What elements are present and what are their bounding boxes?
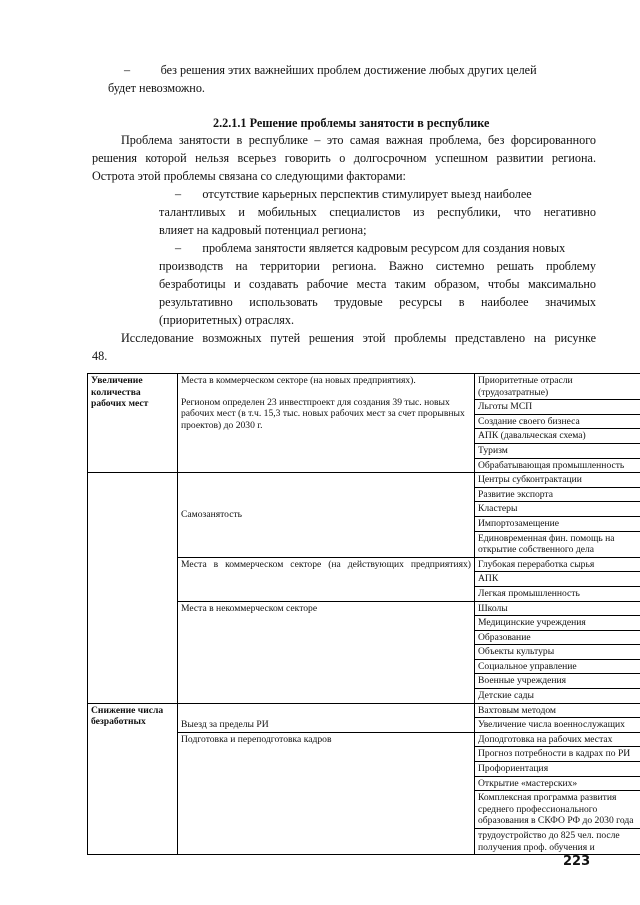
direction-cell: Вахтовым методом: [475, 703, 640, 718]
employment-solutions-table: [87, 373, 640, 855]
paragraph-line: 48.: [92, 349, 108, 363]
direction-cell: Глубокая переработка сырья: [475, 557, 640, 572]
measure-cell: [178, 374, 475, 473]
measure-cell: Места в некоммерческом секторе: [178, 601, 475, 703]
direction-cell: Прогноз потребности в кадрах по РИ: [475, 747, 640, 762]
bullet-line: результативно использовать трудовые ресурсы в наиболее значимых: [159, 295, 596, 309]
bullet-line: (приоритетных) отраслях.: [159, 313, 295, 327]
direction-cell: Центры субконтрактации: [475, 473, 640, 488]
direction-cell: АПК (давальческая схема): [475, 429, 640, 444]
direction-cell: Увеличение числа военнослужащих: [475, 718, 640, 733]
direction-cell: Объекты культуры: [475, 645, 640, 660]
measure-cell: Самозанятость: [178, 473, 475, 558]
direction-cell: Создание своего бизнеса: [475, 414, 640, 429]
measure-text: Места в коммерческом секторе (на новых предприятиях).: [181, 375, 416, 386]
measure-cell: Места в коммерческом секторе (на действующих предприятиях): [178, 557, 475, 601]
direction-cell: Доподготовка на рабочих местах: [475, 732, 640, 747]
direction-cell: Легкая промышленность: [475, 586, 640, 601]
paragraph-line: Проблема занятости в республике – это самая важная проблема, без форсированного: [121, 133, 596, 147]
direction-cell: Военные учреждения: [475, 674, 640, 689]
section-heading: 2.2.1.1 Решение проблемы занятости в республике: [213, 116, 490, 130]
direction-cell: Профориентация: [475, 762, 640, 777]
measure-text: Регионом определен 23 инвестпроект для создания 39 тыс. новых рабочих мест (в т.ч. 15,3 тыс. новых рабочих мест за счет прорывных проектов) до 2030 г.: [181, 396, 465, 431]
direction-cell: Медицинские учреждения: [475, 616, 640, 631]
measure-cell: Подготовка и переподготовка кадров: [178, 732, 475, 854]
direction-cell: Обрабатывающая промышленность: [475, 458, 640, 473]
bullet-line: производств на территории региона. Важно системно решать проблему: [159, 259, 596, 273]
direction-cell: Приоритетные отрасли (трудозатратные): [475, 374, 640, 400]
paragraph-line: – без решения этих важнейших проблем достижение любых других целей: [124, 63, 537, 77]
direction-cell: Детские сады: [475, 689, 640, 704]
direction-cell: Импортозамещение: [475, 516, 640, 531]
bullet-line: – проблема занятости является кадровым ресурсом для создания новых: [175, 241, 566, 255]
direction-cell: Льготы МСП: [475, 400, 640, 415]
paragraph-line: будет невозможно.: [108, 81, 205, 95]
direction-cell: Развитие экспорта: [475, 487, 640, 502]
group-continuation: [88, 473, 178, 704]
direction-cell: Комплексная программа развития среднего профессионального образования в СКФО РФ до 2030 года: [475, 791, 640, 829]
group-label: Снижение числа безработных: [88, 703, 178, 855]
direction-cell: трудоустройство до 825 чел. после получения проф. обучения и: [475, 829, 640, 855]
group-label: Увеличение количества рабочих мест: [88, 374, 178, 473]
direction-cell: Туризм: [475, 443, 640, 458]
measure-cell: Выезд за пределы РИ: [178, 703, 475, 732]
bullet-line: безработицы и создавать рабочие места таким образом, чтобы максимально: [159, 277, 596, 291]
bullet-line: – отсутствие карьерных перспектив стимулирует выезд наиболее: [175, 187, 532, 201]
direction-cell: Образование: [475, 630, 640, 645]
paragraph-line: Острота этой проблемы связана со следующими факторами:: [92, 169, 406, 183]
paragraph-line: Исследование возможных путей решения этой проблемы представлено на рисунке: [121, 331, 596, 345]
direction-cell: Открытие «мастерских»: [475, 776, 640, 791]
direction-cell: Социальное управление: [475, 659, 640, 674]
direction-cell: Единовременная фин. помощь на открытие собственного дела: [475, 531, 640, 557]
direction-cell: АПК: [475, 572, 640, 587]
direction-cell: Школы: [475, 601, 640, 616]
bullet-line: влияет на кадровый потенциал региона;: [159, 223, 367, 237]
direction-cell: Кластеры: [475, 502, 640, 517]
page-number: 223: [563, 854, 591, 869]
paragraph-line: решения которой нельзя всерьез говорить о долгосрочном успешном развитии региона.: [92, 151, 596, 165]
bullet-line: талантливых и мобильных специалистов из республики, что негативно: [159, 205, 596, 219]
